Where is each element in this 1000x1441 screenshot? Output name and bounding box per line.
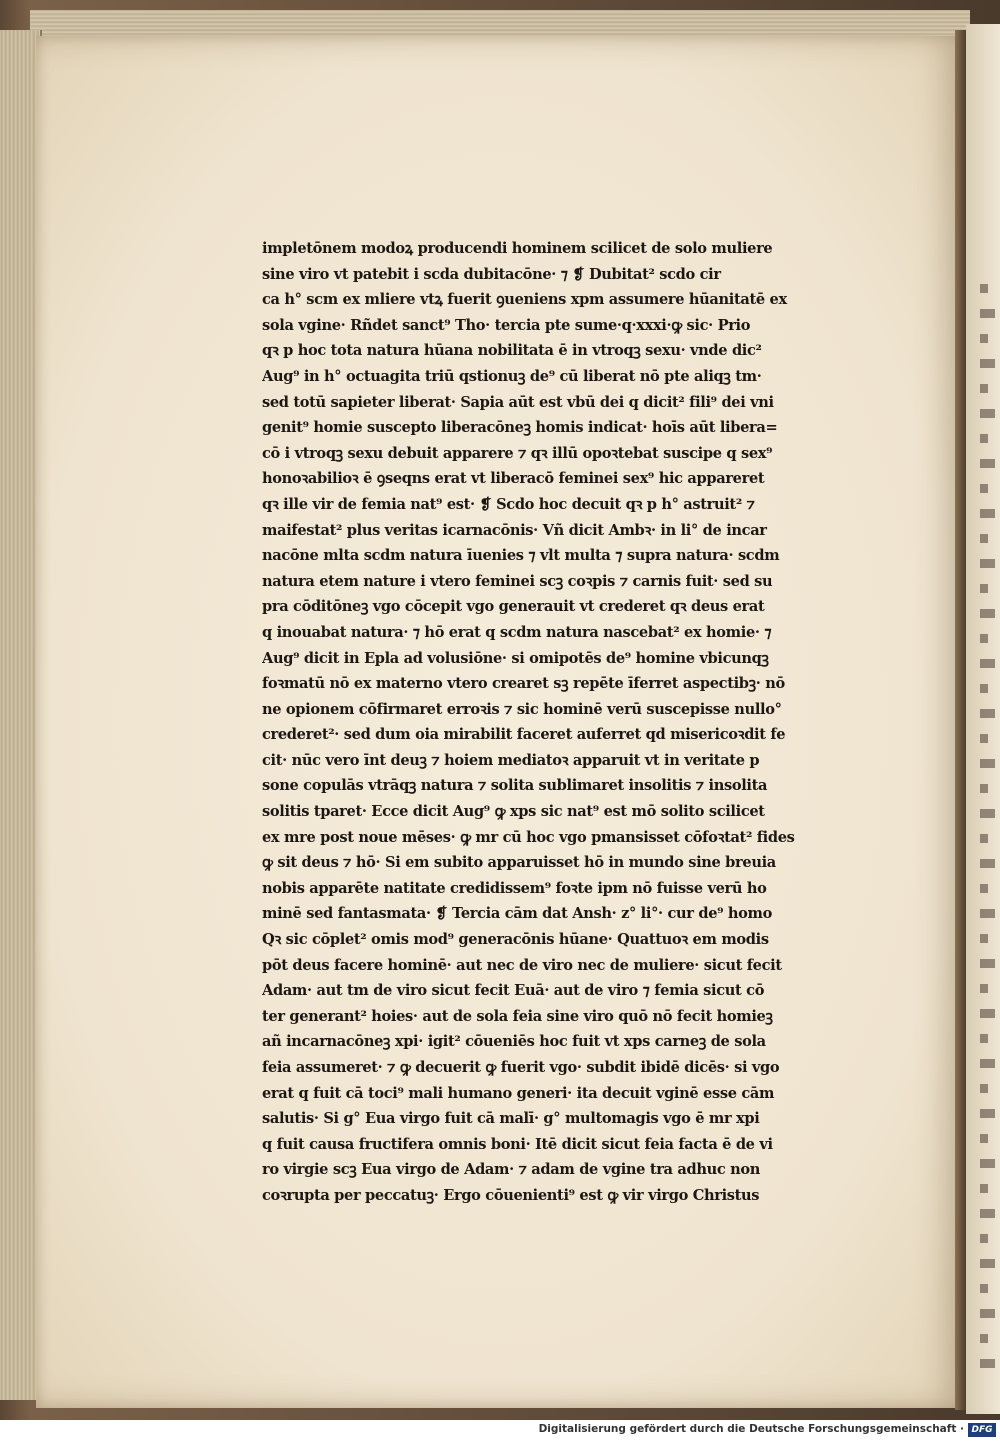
facing-page-text-fragment xyxy=(980,834,988,843)
facing-page-text-fragment xyxy=(980,1184,988,1193)
text-line: qꝛ p hoc tota natura hūana nobilitata ē in vtroqꝫ sexu· vnde dic² xyxy=(262,342,762,360)
facing-page-text-fragment xyxy=(980,884,988,893)
text-line: Aug⁹ in h° octuagita triū qstionuꝫ de⁹ cū liberat nō pte aliqꝫ tm· xyxy=(262,367,762,385)
text-line: maifestat² plus veritas icarnacōnis· Vñ dicit Ambꝛ· in li° de incar xyxy=(262,521,767,539)
text-line: ca h° scm ex mliere vtꝝ fuerit ꝯueniens xpm assumere hūanitatē ex xyxy=(262,291,787,309)
facing-page-text-fragment xyxy=(980,1259,995,1268)
facing-page-text-fragment xyxy=(980,359,995,368)
facing-page-text-fragment xyxy=(980,684,988,693)
facing-page-text-fragment xyxy=(980,409,995,418)
text-line: Adam· aut tm de viro sicut fecit Euā· aut de viro ⁊ femia sicut cō xyxy=(262,982,765,1000)
facing-page-text-fragment xyxy=(980,959,995,968)
text-line: honoꝛabilioꝛ ē ꝯseqns erat vt liberacō feminei sex⁹ hic appareret xyxy=(262,470,765,488)
facing-page-text-fragment xyxy=(980,1309,995,1318)
facing-page-text-fragment xyxy=(980,1084,988,1093)
facing-page-text-fragment xyxy=(980,284,988,293)
text-block xyxy=(262,236,882,1209)
facing-page-text-fragment xyxy=(980,784,988,793)
facing-page-text-fragment xyxy=(980,1109,995,1118)
facing-page-text-fragment xyxy=(980,334,988,343)
text-line: minē sed fantasmata· ❡ Tercia cām dat Ansh· z° li°· cur de⁹ homo xyxy=(262,905,773,923)
facing-page-text-fragment xyxy=(980,434,988,443)
facing-page-text-fragment xyxy=(980,1134,988,1143)
facing-page-text-fragment xyxy=(980,459,995,468)
facing-page-text-fragment xyxy=(980,909,995,918)
text-line: sola vgine· Rñdet sanct⁹ Tho· tercia pte sume·q·xxxi·ꝙ sic· Prio xyxy=(262,316,751,334)
text-line: crederet²· sed dum oia mirabilit faceret auferret qd misericoꝛdit fe xyxy=(262,726,786,744)
facing-page-text-fragment xyxy=(980,1334,988,1343)
facing-page-text-fragment xyxy=(980,759,995,768)
text-line: nobis apparēte natitate credidissem⁹ foꝛte ipm nō fuisse verū ho xyxy=(262,879,767,897)
text-line: ꝙ sit deus ⁊ hō· Si em subito apparuisset hō in mundo sine breuia xyxy=(262,854,776,872)
facing-page-text-fragment xyxy=(980,1284,988,1293)
facing-page-text-fragment xyxy=(980,509,995,518)
text-line: añ incarnacōneꝫ xpi· igit² cōueniēs hoc fuit vt xps carneꝫ de sola xyxy=(262,1033,766,1051)
facing-page-text-fragment xyxy=(980,934,988,943)
facing-page-text-fragment xyxy=(980,1159,995,1168)
text-line: natura etem nature i vtero feminei scꝫ coꝛpis ⁊ carnis fuit· sed su xyxy=(262,572,773,590)
text-line: qꝛ ille vir de femia nat⁹ est· ❡ Scdo hoc decuit qꝛ p h° astruit² ⁊ xyxy=(262,495,755,513)
text-line: ex mre post noue mēses· ꝙ mr cū hoc vgo pmansisset cōfoꝛtat² fides xyxy=(262,828,795,846)
text-line: erat q fuit cā toci⁹ mali humano generi· ita decuit vginē esse cām xyxy=(262,1084,775,1102)
text-line: pra cōditōneꝫ vgo cōcepit vgo generauit vt crederet qꝛ deus erat xyxy=(262,598,765,616)
facing-page-text-fragment xyxy=(980,659,995,668)
text-line: coꝛrupta per peccatuꝫ· Ergo cōuenienti⁹ est ꝙ vir virgo Christus xyxy=(262,1186,760,1204)
facing-page-text-fragment xyxy=(980,859,995,868)
facing-page-text-fragment xyxy=(980,1009,995,1018)
text-line: q fuit causa fructifera omnis boni· Itē dicit sicut feia facta ē de vi xyxy=(262,1135,773,1153)
facing-page-text-fragment xyxy=(980,984,988,993)
facing-page-text-fragment xyxy=(980,584,988,593)
text-line: sed totū sapieter liberat· Sapia aūt est vbū dei q dicit² fili⁹ dei vni xyxy=(262,393,774,411)
facing-page-text-fragment xyxy=(980,559,995,568)
text-line: pōt deus facere hominē· aut nec de viro nec de muliere· sicut fecit xyxy=(262,956,782,974)
text-line: ne opionem cōfirmaret erroꝛis ⁊ sic hominē verū suscepisse nullo° xyxy=(262,700,782,718)
text-line: Qꝛ sic cōplet² omis mod⁹ generacōnis hūane· Quattuoꝛ em modis xyxy=(262,931,769,949)
text-line: ter generant² hoies· aut de sola feia sine viro quō nō fecit homieꝫ xyxy=(262,1007,773,1025)
facing-page-text-fragment xyxy=(980,1209,995,1218)
text-line: impletōnem modoꝝ producendi hominem scilicet de solo muliere xyxy=(262,240,773,257)
text-line: ro virgie scꝫ Eua virgo de Adam· ⁊ adam de vgine tra adhuc non xyxy=(262,1161,761,1179)
text-line: feia assumeret· ⁊ ꝙ decuerit ꝙ fuerit vgo· subdit ibidē dicēs· si vgo xyxy=(262,1059,780,1076)
text-line: solitis tparet· Ecce dicit Aug⁹ ꝙ xps sic nat⁹ est mō solito scilicet xyxy=(262,803,765,821)
text-line: sone copulās vtrāqꝫ natura ⁊ solita sublimaret insolitis ⁊ insolita xyxy=(262,777,768,795)
facing-page-text-fragment xyxy=(980,609,995,618)
footer-bar xyxy=(0,1420,1000,1441)
text-line: sine viro vt patebit i scda dubitacōne· ⁊ ❡ Dubitat² scdo cir xyxy=(262,265,721,283)
facing-page-text-fragment xyxy=(980,1359,995,1368)
facing-page-text-fragment xyxy=(980,1234,988,1243)
page-right-edge xyxy=(966,24,1000,1414)
text-line: nacōne mlta scdm natura īuenies ⁊ vlt multa ⁊ supra natura· scdm xyxy=(262,547,780,565)
facing-page-text-fragment xyxy=(980,534,988,543)
facing-page-text-fragment xyxy=(980,709,995,718)
text-line: salutis· Si g° Eua virgo fuit cā malī· g° multomagis vgo ē mr xpi xyxy=(262,1110,760,1128)
facing-page-text-fragment xyxy=(980,384,988,393)
facing-page-text-fragment xyxy=(980,809,995,818)
facing-page-text-fragment xyxy=(980,734,988,743)
text-line: q inouabat natura· ⁊ hō erat q scdm natura nascebat² ex homie· ⁊ xyxy=(262,623,772,641)
text-line: genit⁹ homie suscepto liberacōneꝫ homis indicat· hoīs aūt libera= xyxy=(262,419,778,437)
facing-page-text-fragment xyxy=(980,634,988,643)
facing-page-text-fragment xyxy=(980,1034,988,1043)
dfg-logo: DFG xyxy=(968,1423,996,1437)
facing-page-text-fragment xyxy=(980,484,988,493)
facing-page-text-fragment xyxy=(980,309,995,318)
footer-text: Digitalisierung gefördert durch die Deutsche Forschungsgemeinschaft · xyxy=(538,1423,964,1435)
text-line: cit· nūc vero īnt deuꝫ ⁊ hoiem mediatoꝛ apparuit vt in veritate p xyxy=(262,751,760,769)
facing-page-text-fragment xyxy=(980,1059,995,1068)
text-line: cō i vtroqꝫ sexu debuit apparere ⁊ qꝛ illū opoꝛtebat suscipe q sex⁹ xyxy=(262,444,773,462)
text-line: Aug⁹ dicit in Epla ad volusiōne· si omipotēs de⁹ homine vbicunqꝫ xyxy=(262,649,769,667)
text-line: foꝛmatū nō ex materno vtero crearet sꝫ repēte īferret aspectibꝫ· nō xyxy=(262,675,785,693)
